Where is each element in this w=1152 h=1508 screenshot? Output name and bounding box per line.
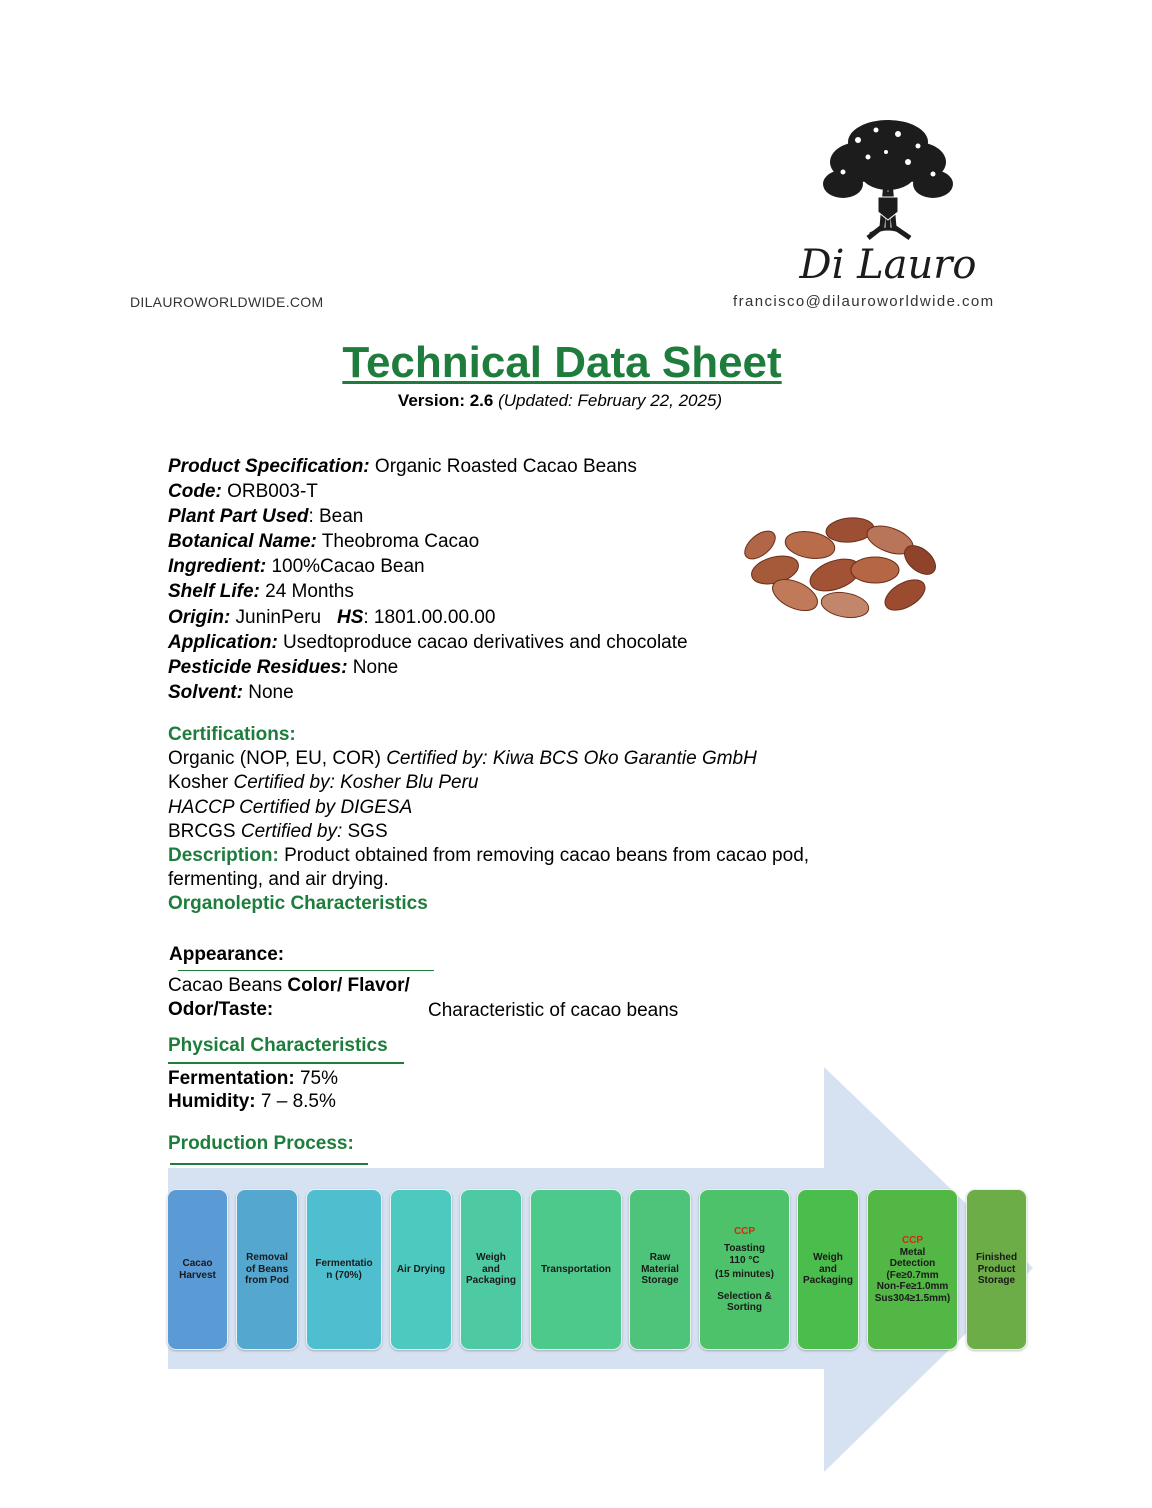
certifications-block: Certifications: Organic (NOP, EU, COR) Certified by: Kiwa BCS Oko Garantie GmbH Kosher Certified by: Kosher Blu Peru HACCP Certified by DIGESA BRCGS Certified by: SGS Description: Product obtained from removing cacao beans from cacao pod, fermenting, and air drying. Organoleptic Characteristics xyxy=(168,723,809,917)
step-finished-product-storage: Finished Product Storage xyxy=(966,1189,1027,1350)
version-updated: (Updated: February 22, 2025) xyxy=(498,391,723,410)
physical-values: Fermentation: 75% Humidity: 7 – 8.5% xyxy=(168,1068,338,1112)
step-weigh-packaging: Weigh and Packaging xyxy=(460,1189,522,1350)
email-link[interactable]: francisco@dilauroworldwide.com xyxy=(733,293,995,310)
step-cacao-harvest: Cacao Harvest xyxy=(167,1189,228,1350)
physical-heading: Physical Characteristics xyxy=(168,1035,388,1056)
product-spec-list: Product Specification: Organic Roasted Cacao Beans Code: ORB003-T Plant Part Used: Bean Botanical Name: Theobroma Cacao Ingredient: 100%Cacao Bean Shelf Life: 24 Months Origin: JuninPeru HS: 1801.00.00.00 Application: Usedtoproduce cacao derivatives and chocolate Pesticide Residues: None Solvent: None xyxy=(168,456,688,703)
version-label: Version: 2.6 xyxy=(397,391,494,410)
appearance-label: Appearance: xyxy=(169,944,285,965)
ccp-badge: CCP xyxy=(733,1225,756,1237)
logo-wordmark: Di Lauro xyxy=(799,242,977,288)
website-link[interactable]: DILAUROWORLDWIDE.COM xyxy=(130,294,324,310)
certifications-heading: Certifications: xyxy=(168,724,296,745)
divider xyxy=(168,1062,404,1064)
production-heading: Production Process: xyxy=(168,1133,354,1154)
step-raw-material-storage: Raw Material Storage xyxy=(629,1189,691,1350)
step-transportation: Transportation xyxy=(530,1189,622,1350)
step-removal-beans: Removal of Beans from Pod xyxy=(236,1189,298,1350)
page-title: Technical Data Sheet xyxy=(342,338,782,387)
divider xyxy=(170,1163,368,1165)
color-flavor-row: Cacao Beans Color/ Flavor/ Odor/Taste: xyxy=(168,975,410,1020)
characteristic-value: Characteristic of cacao beans xyxy=(428,1000,679,1021)
step-metal-detection: CCP Metal Detection (Fe≥0.7mm Non-Fe≥1.0mm Sus304≥1.5mm) xyxy=(867,1189,958,1350)
organoleptic-heading: Organoleptic Characteristics xyxy=(168,893,428,915)
step-fermentation: Fermentatio n (70%) xyxy=(306,1189,382,1350)
ccp-badge: CCP xyxy=(901,1235,924,1246)
step-weigh-packaging-2: Weigh and Packaging xyxy=(797,1189,859,1350)
step-toasting: CCP Toasting 110 °C (15 minutes) Selection & Sorting xyxy=(699,1189,790,1350)
step-air-drying: Air Drying xyxy=(390,1189,452,1350)
